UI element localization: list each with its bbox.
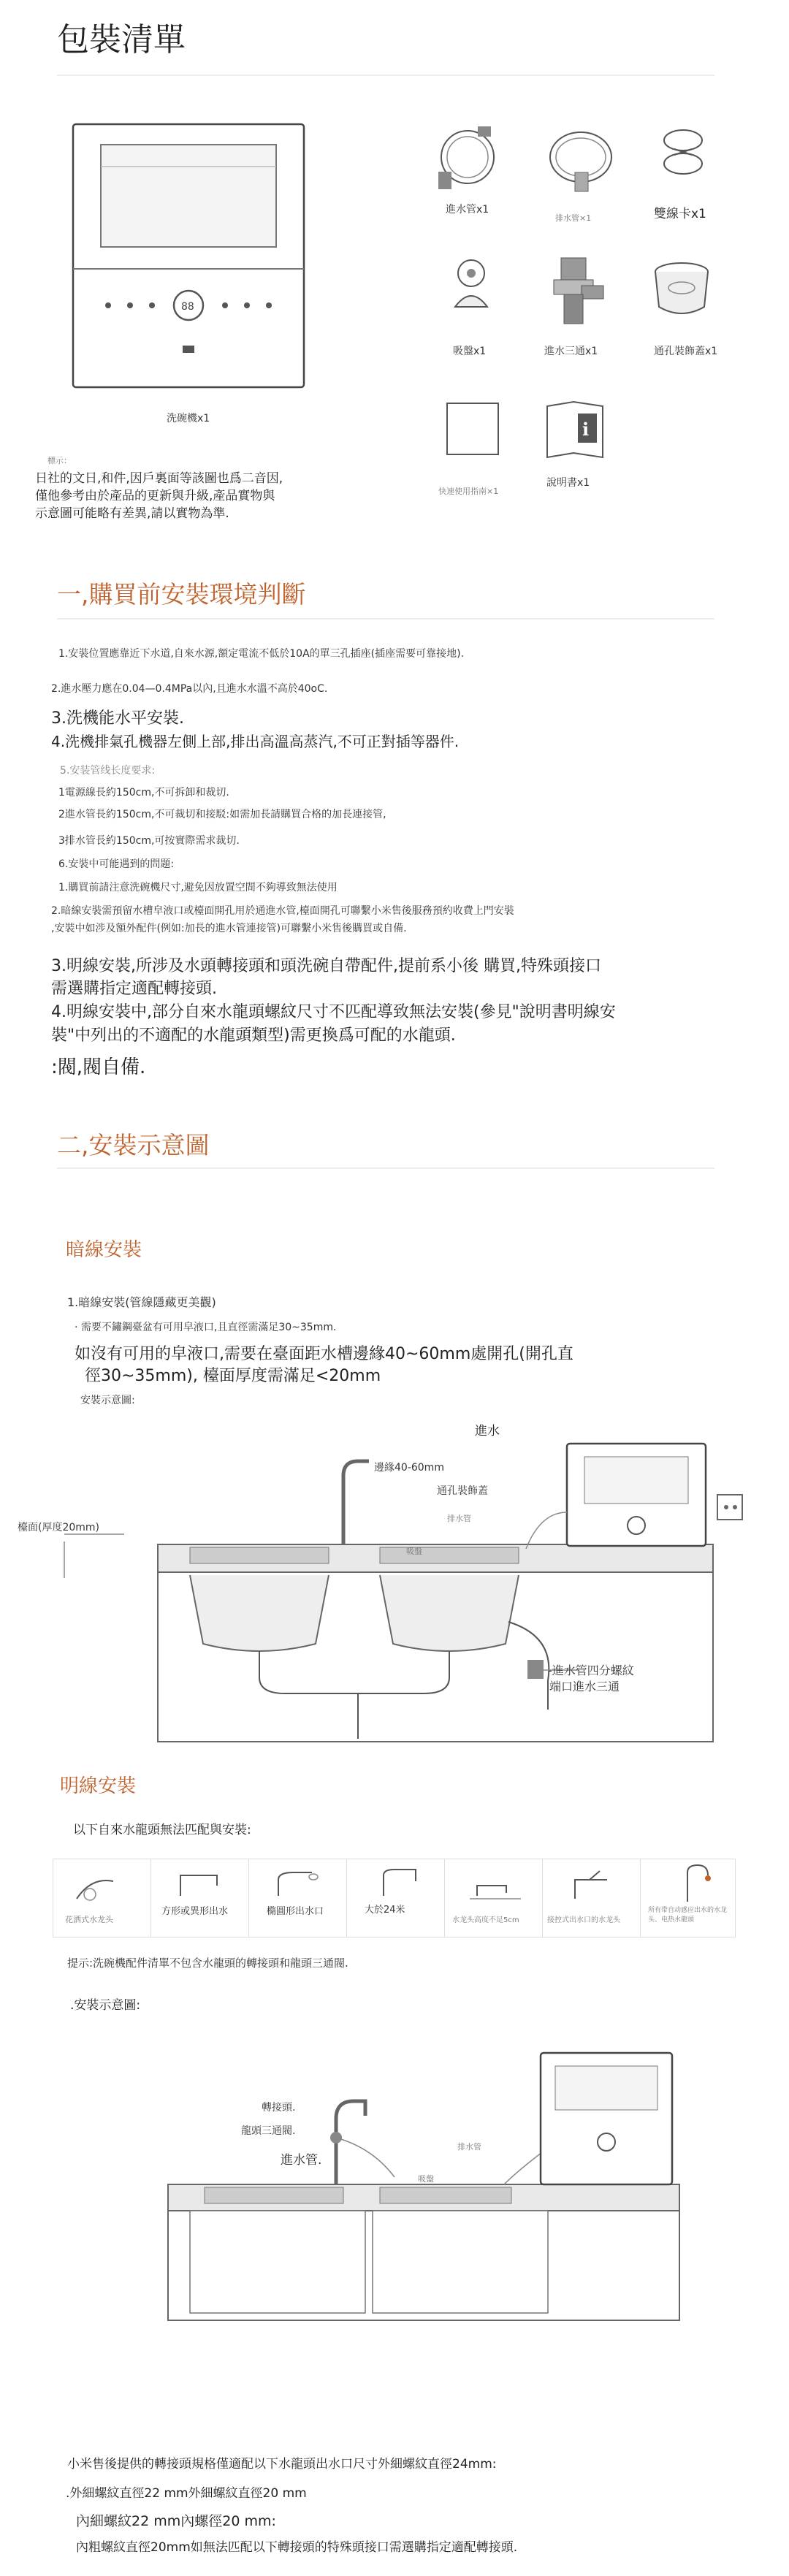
exposed-line-1: 以下自來水龍頭無法匹配與安裝: bbox=[73, 1823, 251, 1837]
note-line-3: 示意圖可能略有差異,請以實物為準. bbox=[35, 506, 229, 521]
concealed-line-1: 1.暗線安裝(管線隱藏更美觀) bbox=[67, 1295, 216, 1309]
faucet-item: 大於24米 bbox=[347, 1859, 445, 1937]
section2-divider bbox=[57, 1167, 714, 1169]
s1-line-4: 4.洗機排氣孔機器左側上部,排出高溫高蒸汽,不可正對插等器件. bbox=[51, 733, 460, 750]
section1-divider bbox=[57, 618, 714, 620]
note-label: 標示： bbox=[47, 456, 72, 465]
section1-title: 一,購買前安裝環境判斷 bbox=[57, 580, 306, 609]
exposed-adapter-label: 轉接頭. bbox=[262, 2102, 296, 2114]
title-divider bbox=[57, 75, 714, 76]
exposed-diagram-title: .安裝示意圖: bbox=[70, 1998, 141, 2013]
large-faucet-icon bbox=[376, 1867, 435, 1899]
concealed-title: 暗線安裝 bbox=[66, 1239, 142, 1261]
bottom-line-4: 內粗螺紋直徑20mm如無法匹配以下轉接頭的特殊頭接口需選購指定適配轉接頭. bbox=[76, 2540, 518, 2555]
diagram-tee-label-b: 端口進水三通 bbox=[549, 1680, 620, 1693]
short-faucet-icon bbox=[470, 1874, 528, 1903]
s1-line-6b2: ,安裝中如涉及額外配件(例如:加長的進水管連接管)可聯繫小米售後購買或自備. bbox=[51, 923, 407, 934]
s1-line-5: 5.安装管线长度要求: bbox=[60, 765, 156, 777]
svg-text:88: 88 bbox=[181, 301, 194, 313]
bottom-line-1: 小米售後提供的轉接頭規格僅適配以下水龍頭出水口尺寸外細螺紋直徑24mm: bbox=[67, 2457, 497, 2472]
double-clip-label: 雙線卡x1 bbox=[654, 207, 706, 221]
faucet-item: 花洒式水龙头 bbox=[53, 1859, 151, 1937]
exposed-valve-label: 龍頭三通閥. bbox=[241, 2125, 296, 2137]
incompatible-faucets-panel bbox=[53, 1859, 736, 1937]
faucet-item: 水龙头高度不足5cm bbox=[445, 1859, 543, 1937]
manual-icon bbox=[544, 399, 610, 465]
s1-line-2: 2.進水壓力應在0.04—0.4MPa以內,且進水水溫不高於40oC. bbox=[51, 683, 328, 695]
oval-faucet-icon bbox=[271, 1868, 329, 1900]
concealed-line-4: 安裝示意圖: bbox=[80, 1395, 135, 1406]
faucet-item: 方形或異形出水 bbox=[151, 1859, 249, 1937]
faucet-item: 所有带自动感应出水的水龙头、电热水龍頭 bbox=[641, 1859, 736, 1937]
inlet-hose-icon bbox=[431, 121, 504, 194]
exposed-inlet-label: 進水管. bbox=[281, 2153, 322, 2168]
concealed-install-diagram bbox=[44, 1403, 745, 1746]
lever-faucet-icon bbox=[568, 1870, 626, 1902]
drain-hose-icon bbox=[544, 124, 617, 197]
concealed-line-2: · 需要不鏽鋼臺盆有可用皁液口,且直徑需滿足30~35mm. bbox=[75, 1322, 337, 1333]
hole-cover-label: 通孔裝飾蓋x1 bbox=[654, 346, 718, 357]
concealed-line-3a: 如沒有可用的皁液口,需要在臺面距水槽邊緣40~60mm處開孔(開孔直 bbox=[75, 1345, 573, 1363]
diagram-drain-label: 排水管 bbox=[447, 1514, 471, 1523]
s1-line-5c: 3排水管長約150cm,可按實際需求裁切. bbox=[58, 835, 240, 847]
faucet-item: 接控式出水口的水龙头 bbox=[543, 1859, 641, 1937]
square-faucet-icon bbox=[173, 1868, 232, 1900]
s1-line-1: 1.安裝位置應靠近下水道,自來水源,額定電流不低於10A的單三孔插座(插座需要可靠接地). bbox=[58, 648, 465, 660]
page-title: 包裝清單 bbox=[57, 21, 186, 58]
s1-line-7a: 3.明線安裝,所涉及水頭轉接頭和頭洗碗自帶配件,提前系小後 購買,特殊頭接口 bbox=[51, 957, 601, 975]
diagram-tee-label-a: -進水管四分螺紋 bbox=[548, 1664, 634, 1677]
exposed-tip: 提示:洗碗機配件清單不包含水龍頭的轉接頭和龍頭三通閥. bbox=[67, 1956, 348, 1970]
diagram-counter-label: 檯面(厚度20mm) bbox=[18, 1522, 100, 1533]
sensor-faucet-icon bbox=[677, 1865, 721, 1905]
exposed-drain-label: 排水管 bbox=[457, 2142, 481, 2152]
manual-label: 說明書x1 bbox=[546, 477, 590, 489]
s1-line-5a: 1電源線長約150cm,不可拆卸和裁切. bbox=[58, 787, 229, 799]
bottom-line-2: .外細螺紋直徑22 mm外細螺紋直徑20 mm bbox=[66, 2486, 307, 2501]
inlet-tee-icon bbox=[541, 252, 606, 332]
s1-line-8a: 4.明線安裝中,部分自來水龍頭螺紋尺寸不匹配導致無法安裝(參見"說明書明線安 bbox=[51, 1003, 616, 1021]
faucet-item: 橢圓形出水口 bbox=[249, 1859, 347, 1937]
s1-line-7b: 需選購指定適配轉接頭. bbox=[51, 980, 217, 998]
s1-line-6b1: 2.暗線安裝需預留水槽皁液口或檯面開孔用於通進水管,檯面開孔可聯繫小米售後服務預約收費上門安裝 bbox=[51, 905, 514, 917]
svg-text:i: i bbox=[582, 419, 590, 440]
hole-cover-icon bbox=[649, 256, 714, 329]
quick-guide-label: 快速使用指南×1 bbox=[438, 487, 499, 496]
exposed-suction-label: 吸盤 bbox=[418, 2174, 434, 2184]
suction-cup-label: 吸盤x1 bbox=[453, 346, 487, 357]
s1-line-9: :閥,閥自備. bbox=[51, 1056, 146, 1078]
s1-line-6: 6.安裝中可能遇到的問題: bbox=[58, 858, 175, 870]
s1-line-3: 3.洗機能水平安裝. bbox=[51, 709, 184, 728]
quick-guide-icon bbox=[444, 400, 503, 459]
s1-line-6a: 1.購買前請注意洗碗機尺寸,避免因放置空間不夠導致無法使用 bbox=[58, 882, 338, 893]
note-line-2: 僅他參考由於產品的更新與升級,產品實物與 bbox=[35, 489, 275, 503]
dishwasher-label: 洗碗機x1 bbox=[167, 413, 210, 424]
inlet-hose-label: 進水管x1 bbox=[446, 204, 489, 216]
drain-hose-label: 排水管×1 bbox=[555, 213, 592, 223]
suction-cup-icon bbox=[449, 256, 493, 314]
diagram-cover-label: 通孔裝飾蓋 bbox=[437, 1485, 488, 1497]
diagram-suction-label: 吸盤 bbox=[406, 1547, 422, 1556]
bottom-line-3: 內細螺紋22 mm內螺徑20 mm: bbox=[76, 2513, 276, 2529]
double-clip-icon bbox=[654, 126, 712, 184]
exposed-install-diagram bbox=[161, 2089, 687, 2323]
dishwasher-illustration bbox=[72, 123, 305, 393]
note-line-1: 日社的文日,和件,因戶裏面等該圖也爲二音因, bbox=[35, 471, 283, 486]
inlet-tee-label: 進水三通x1 bbox=[544, 346, 598, 357]
shower-faucet-icon bbox=[69, 1872, 135, 1905]
s1-line-8b: 裝"中列出的不適配的水龍頭類型)需更換爲可配的水龍頭. bbox=[51, 1026, 456, 1045]
concealed-line-3b: 徑30~35mm), 檯面厚度需滿足<20mm bbox=[85, 1367, 381, 1385]
diagram-edge-label: 邊緣40-60mm bbox=[374, 1462, 444, 1474]
exposed-title: 明線安裝 bbox=[60, 1775, 137, 1797]
s1-line-5b: 2進水管長約150cm,不可裁切和接駁:如需加長請購買合格的加長連接管, bbox=[58, 809, 386, 820]
section2-title: 二,安裝示意圖 bbox=[57, 1131, 210, 1159]
diagram-inlet-label: 進水 bbox=[475, 1424, 500, 1438]
